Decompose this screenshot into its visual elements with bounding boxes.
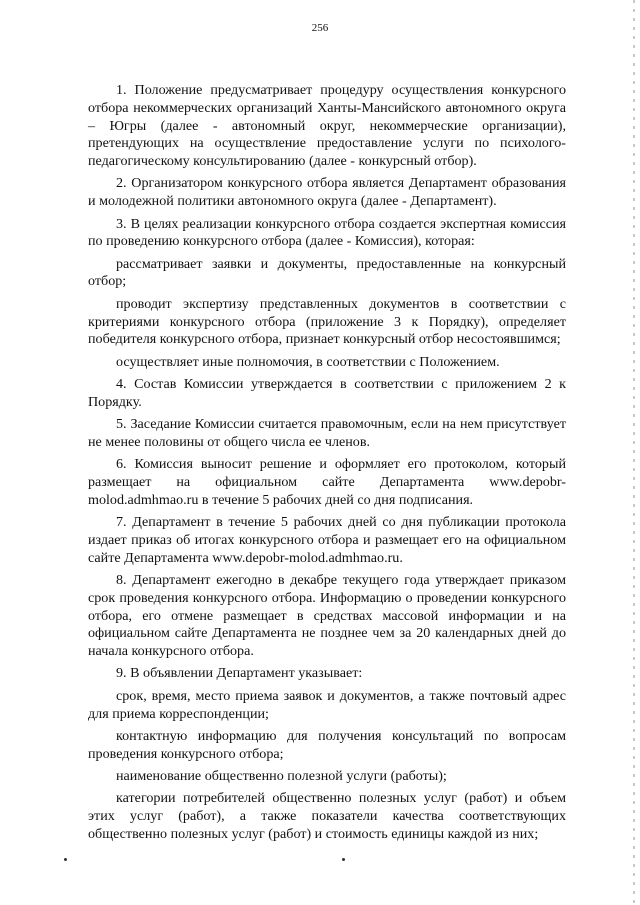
- announcement-item-dates: срок, время, место приема заявок и документов, а также почтовый адрес для приема корреспонденции;: [88, 687, 566, 722]
- paragraph-5-quorum: 5. Заседание Комиссии считается правомочным, если на нем присутствует не менее половины от общего числа ее членов.: [88, 416, 566, 450]
- announcement-item-contacts: контактную информацию для получения консультаций по вопросам проведения конкурсного отбора;: [88, 727, 566, 762]
- commission-duty-review: рассматривает заявки и документы, предоставленные на конкурсный отбор;: [88, 255, 566, 290]
- commission-duty-other: осуществляет иные полномочия, в соответствии с Положением.: [116, 353, 500, 370]
- paragraph-8-annual-schedule: 8. Департамент ежегодно в декабре текущего года утверждает приказом срок проведения конкурсного отбора. Информацию о проведении конкурсного отбора, его отмене размещает в средствах массовой информации и на официальном сайте Департамента не позднее чем за 20 календарных дней до начала конкурсного отбора.: [88, 571, 566, 660]
- paragraph-3-commission: 3. В целях реализации конкурсного отбора создается экспертная комиссия по проведению конкурсного отбора (далее - Комиссия), которая:: [88, 215, 566, 250]
- scan-edge-mark: [633, 0, 635, 905]
- paragraph-1-regulation-scope: 1. Положение предусматривает процедуру осуществления конкурсного отбора некоммерческих организаций Ханты-Мансийского автономного округа – Югры (далее - автономный округ, некоммерческие организации), претендующих на осуществление предоставление услуги по психолого-педагогическому консультированию (далее - конкурсный отбор).: [88, 82, 566, 170]
- document-body: [88, 82, 566, 848]
- page-number: 256: [311, 22, 329, 34]
- announcement-item-service-name: наименование общественно полезной услуги (работы);: [116, 767, 447, 784]
- announcement-item-categories: категории потребителей общественно полезных услуг (работ) и объем этих услуг (работ), а также показатели качества соответствующих общественно полезных услуг (работ) и стоимость единицы каждой из них;: [88, 790, 566, 842]
- paragraph-7-order: 7. Департамент в течение 5 рабочих дней со дня публикации протокола издает приказ об итогах конкурсного отбора и размещает его на официальном сайте Департамента www.depobr-molod.admhmao.ru.: [88, 514, 566, 566]
- paragraph-4-composition: 4. Состав Комиссии утверждается в соответствии с приложением 2 к Порядку.: [88, 375, 566, 410]
- paragraph-9-announcement: 9. В объявлении Департамент указывает:: [116, 665, 363, 682]
- scan-dot-left: [64, 858, 67, 861]
- paragraph-2-organizer: 2. Организатором конкурсного отбора является Департамент образования и молодежной политики автономного округа (далее - Департамент).: [88, 175, 566, 210]
- commission-duty-expertise: проводит экспертизу представленных документов в соответствии с критериями конкурсного отбора (приложение 3 к Порядку), определяет победителя конкурсного отбора, признает конкурсный отбор несостоявшимся;: [88, 295, 566, 348]
- scan-dot-center: [342, 858, 345, 861]
- paragraph-6-decision: 6. Комиссия выносит решение и оформляет его протоколом, который размещает на официальном сайте Департамента www.depobr-molod.admhmao.ru в течение 5 рабочих дней со дня подписания.: [88, 456, 566, 508]
